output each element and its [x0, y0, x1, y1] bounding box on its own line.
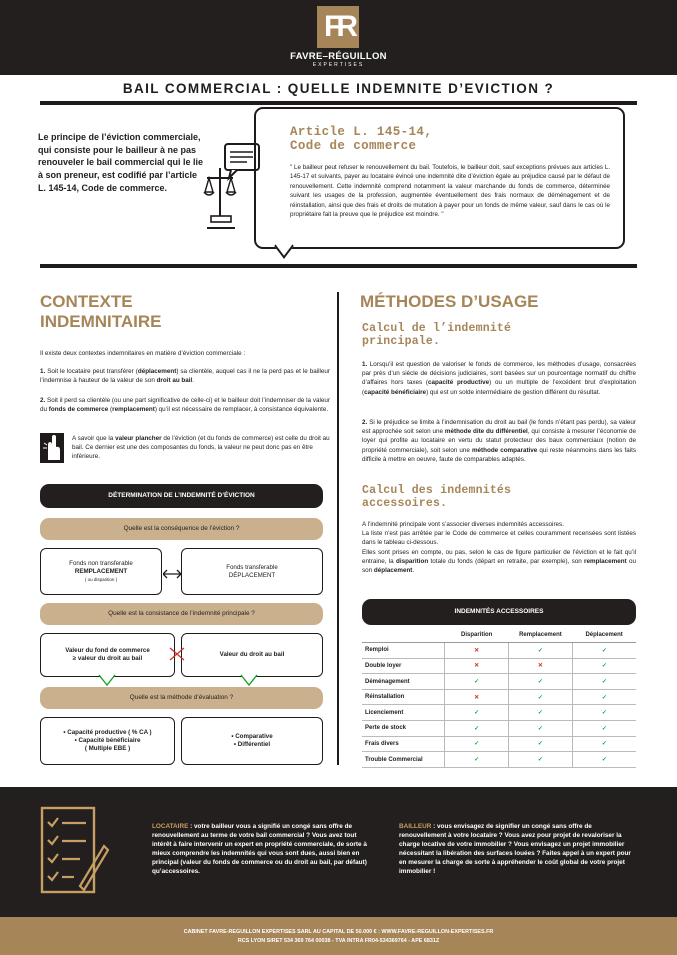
flow-question-2: Quelle est la consistance de l’indemnité principale ?	[40, 603, 323, 625]
flow-question-1: Quelle est la conséquence de l’éviction ?	[40, 518, 323, 540]
contexte-point-1: 1. Soit le locataire peut transférer (déplacement) sa clientèle, auquel cas il ne la perd pas et le bailleur l’indemnise à hauteur de la valeur de son droit au bail.	[40, 368, 330, 385]
flow-question-3: Quelle est la méthode d’évaluation ?	[40, 687, 323, 709]
flow-methode-line-2: • Capacité bénéficiaire	[74, 737, 141, 744]
check-icon: ✓	[509, 674, 573, 690]
col-disparition: Disparition	[445, 627, 509, 643]
row-label: Licenciement	[362, 705, 445, 721]
cross-icon: ✕	[445, 689, 509, 705]
check-icon: ✓	[445, 674, 509, 690]
check-icon: ✓	[509, 643, 573, 659]
accessoires-line-3: Elles sont prises en compte, ou pas, selon le cas de figure particulier de l’éviction et le fait qu’il entraine, la disparition totale du fonds (départ en retraite, par exemple), son remplacement ou son déplacement.	[362, 548, 637, 575]
table-row	[362, 643, 636, 659]
flow-remplacement-note: ( ou disparition )	[84, 576, 118, 582]
methode-point-2: 2. Si le préjudice se limite à l’indemnisation du droit au bail (le fonds n’étant pas perdu), sa valeur est approchée soit selon une méthode dite du différentiel, qui consiste à mesurer l’économie de loyer qui profite au locataire en vertu du statut protecteur des baux commerciaux (notion de propriété commerciale), soit selon une méthode comparative qui reste néanmoins dans les faits difficile à mettre en oeuvre, faute de comparables adaptés.	[362, 419, 636, 463]
check-icon: ✓	[572, 736, 636, 752]
row-label: Double loyer	[362, 658, 445, 674]
indemnites-table	[362, 627, 636, 768]
contexte-lead: Il existe deux contextes indemnitaires en matière d’éviction commerciale :	[40, 350, 246, 357]
brand-subtitle: EXPERTISES	[312, 62, 365, 68]
row-label: Remploi	[362, 643, 445, 659]
check-icon: ✓	[509, 736, 573, 752]
flow-remplacement-box	[40, 548, 162, 595]
hand-pointer-icon	[40, 433, 64, 463]
logo: FR	[317, 6, 359, 48]
cross-icon: ✕	[445, 643, 509, 659]
check-icon: ✓	[509, 721, 573, 737]
justice-scale-icon	[203, 138, 261, 230]
article-title-line-2: Code de commerce	[290, 139, 417, 153]
article-title	[290, 125, 610, 153]
footer-text	[0, 928, 677, 946]
article-title-line-1: Article L. 145-14,	[290, 125, 433, 139]
flow-deplacement-title: DÉPLACEMENT	[228, 571, 276, 579]
brand-name: FAVRE–RÉGUILLON	[290, 51, 387, 62]
flow-droit-bail-box: Valeur du droit au bail	[181, 633, 323, 677]
check-icon: ✓	[572, 689, 636, 705]
flow-fonds-line-2: ≥ valeur du droit au bail	[72, 655, 143, 662]
locataire-text: LOCATAIRE : votre bailleur vous a signifié un congé sans offre de renouvellement au terme de votre bail commercial ? Vous avez tout intérêt à faire intervenir un expert en propriété commerciale, de sorte à mieux comprendre les indemnités qui vous sont dues, aussi bien en principal (valeur du fonds de commerce ou du droit au bail, par défaut) qu’accessoires.	[152, 823, 367, 876]
row-label: Frais divers	[362, 736, 445, 752]
flow-methodes-bail-box	[181, 717, 323, 765]
flow-deplacement-box	[181, 548, 323, 595]
methode-point-1: 1. Lorsqu’il est question de valoriser le fonds de commerce, les méthodes d’usage, consacrées par près d’un siècle de décisions judiciaires, sont basées sur un pourcentage normatif du chiffre d’affaires hors taxes (capacité productive) ou un multiple de l’excédent brut d’exploitation (capacité bénéficiaire) qui est un solde intermédiaire de gestion différent du résultat.	[362, 361, 636, 396]
column-divider	[337, 292, 339, 765]
table-row	[362, 689, 636, 705]
table-header-row	[362, 627, 636, 643]
flow-header: DÉTERMINATION DE L’INDEMNITÉ D’ÉVICTION	[40, 484, 323, 508]
table-row	[362, 736, 636, 752]
check-icon: ✓	[572, 705, 636, 721]
table-corner	[362, 627, 445, 643]
flow-check-arrow-icon	[240, 674, 258, 686]
table-row	[362, 705, 636, 721]
contexte-point-2: 2. Soit il perd sa clientèle (ou une part significative de celle-ci) et le bailleur doit l’indemniser de la valeur du fonds de commerce (remplacement) qu’il est nécessaire de remplacer, à consistance équivalente.	[40, 397, 330, 414]
flow-fonds-box	[40, 633, 175, 677]
flow-methode-differentiel: • Différentiel	[233, 741, 271, 748]
accessoires-text	[362, 520, 636, 575]
methodes-subtitle-principale: Calcul de l’indemnité principale.	[362, 322, 512, 348]
page-title: BAIL COMMERCIAL : QUELLE INDEMNITE D’EVICTION ?	[122, 81, 555, 96]
flow-check-arrow-icon	[98, 674, 116, 686]
check-icon: ✓	[572, 721, 636, 737]
flow-cross-arrow-icon	[168, 646, 186, 662]
check-icon: ✓	[572, 643, 636, 659]
article-text: " Le bailleur peut refuser le renouvellement du bail. Toutefois, le bailleur doit, sauf exceptions prévues aux articles L. 145-17 et suivants, payer au locataire évincé une indemnité dite d’éviction égale au préjudice causé par le défaut de renouvellement. Cette indemnité comprend notamment la valeur marchande du fonds de commerce, déterminée suivant les usages de la profession, augmentée éventuellement des frais normaux de déménagement et de réinstallation, ainsi que des frais et droits de mutation à payer pour un fonds de même valeur, sauf dans le cas où le propriétaire fait la preuve que le préjudice est moindre. "	[290, 164, 610, 219]
check-icon: ✓	[572, 674, 636, 690]
row-label: Perte de stock	[362, 721, 445, 737]
check-icon: ✓	[509, 705, 573, 721]
methodes-title: MÉTHODES D’USAGE	[360, 292, 539, 311]
check-icon: ✓	[509, 689, 573, 705]
table-row	[362, 658, 636, 674]
table-row	[362, 674, 636, 690]
check-icon: ✓	[445, 736, 509, 752]
row-label: Déménagement	[362, 674, 445, 690]
bailleur-text: BAILLEUR : vous envisagez de signifier un congé sans offre de renouvellement à votre locataire ? Vous avez pour projet de revaloriser la charge locative de votre immobilier ? Vous envisagez un projet immobilier nécessitant la libération des surfaces louées ? Faites appel à un expert pour en mesurer la charge de sorte à appréhender le coût global de votre projet immobilier !	[399, 823, 631, 876]
col-remplacement: Remplacement	[509, 627, 573, 643]
cross-icon: ✕	[509, 658, 573, 674]
flow-methode-line-3: ( Multiple EBE )	[84, 745, 131, 752]
row-label: Trouble Commercial	[362, 752, 445, 768]
flow-methode-comparative: • Comparative	[231, 733, 273, 740]
flow-fonds-line-1: Valeur du fond de commerce	[65, 647, 150, 654]
flow-deplacement-label: Fonds transferable	[226, 563, 278, 571]
flow-swap-arrow-icon	[163, 566, 181, 576]
table-header: INDEMNITÉS ACCESSOIRES	[362, 599, 636, 625]
checklist-icon	[40, 806, 110, 894]
footer-line-2: RCS LYON SIRET 534 369 764 00038 - TVA INTRA FR04-534369764 - APE 6831Z	[237, 937, 440, 944]
intro-text: Le principe de l’éviction commerciale, qui consiste pour le bailleur à ne pas renouveler le bail commercial qui le lie à son preneur, est codifié par l’article L. 145-14, Code de commerce.	[38, 132, 204, 193]
valeur-plancher-note: A savoir que la valeur plancher de l’éviction (et du fonds de commerce) est celle du droit au bail. Ce dernier est une des composantes du fonds, la valeur ne peut donc pas en être inférieure.	[72, 435, 330, 461]
check-icon: ✓	[572, 752, 636, 768]
accessoires-line-1: A l’indemnité principale vont s’associer diverses indemnités accessoires.	[362, 521, 564, 528]
check-icon: ✓	[572, 658, 636, 674]
cross-icon: ✕	[445, 658, 509, 674]
divider	[40, 264, 637, 268]
check-icon: ✓	[509, 752, 573, 768]
flow-methode-line-1: • Capacité productive ( % CA )	[63, 729, 152, 736]
footer-line-1: CABINET FAVRE-REGUILLON EXPERTISES SARL AU CAPITAL DE 50.000 € : WWW.FAVRE-REGUILLON-EXPERTISES.FR	[183, 929, 494, 935]
check-icon: ✓	[445, 705, 509, 721]
check-icon: ✓	[445, 752, 509, 768]
flow-methodes-fonds-box	[40, 717, 175, 765]
table-row	[362, 721, 636, 737]
contexte-title: CONTEXTE INDEMNITAIRE	[40, 292, 162, 331]
check-icon: ✓	[445, 721, 509, 737]
flow-remplacement-label: Fonds non transferable	[69, 559, 133, 567]
divider	[40, 101, 637, 105]
col-deplacement: Déplacement	[572, 627, 636, 643]
methodes-subtitle-accessoires: Calcul des indemnités accessoires.	[362, 484, 512, 510]
table-row	[362, 752, 636, 768]
accessoires-line-2: La liste n’est pas arrêtée par le Code de commerce et celles couramment recensées sont listées dans le tableau ci-dessous.	[362, 530, 636, 547]
row-label: Réinstallation	[362, 689, 445, 705]
flow-remplacement-title: REMPLACEMENT	[74, 567, 128, 575]
